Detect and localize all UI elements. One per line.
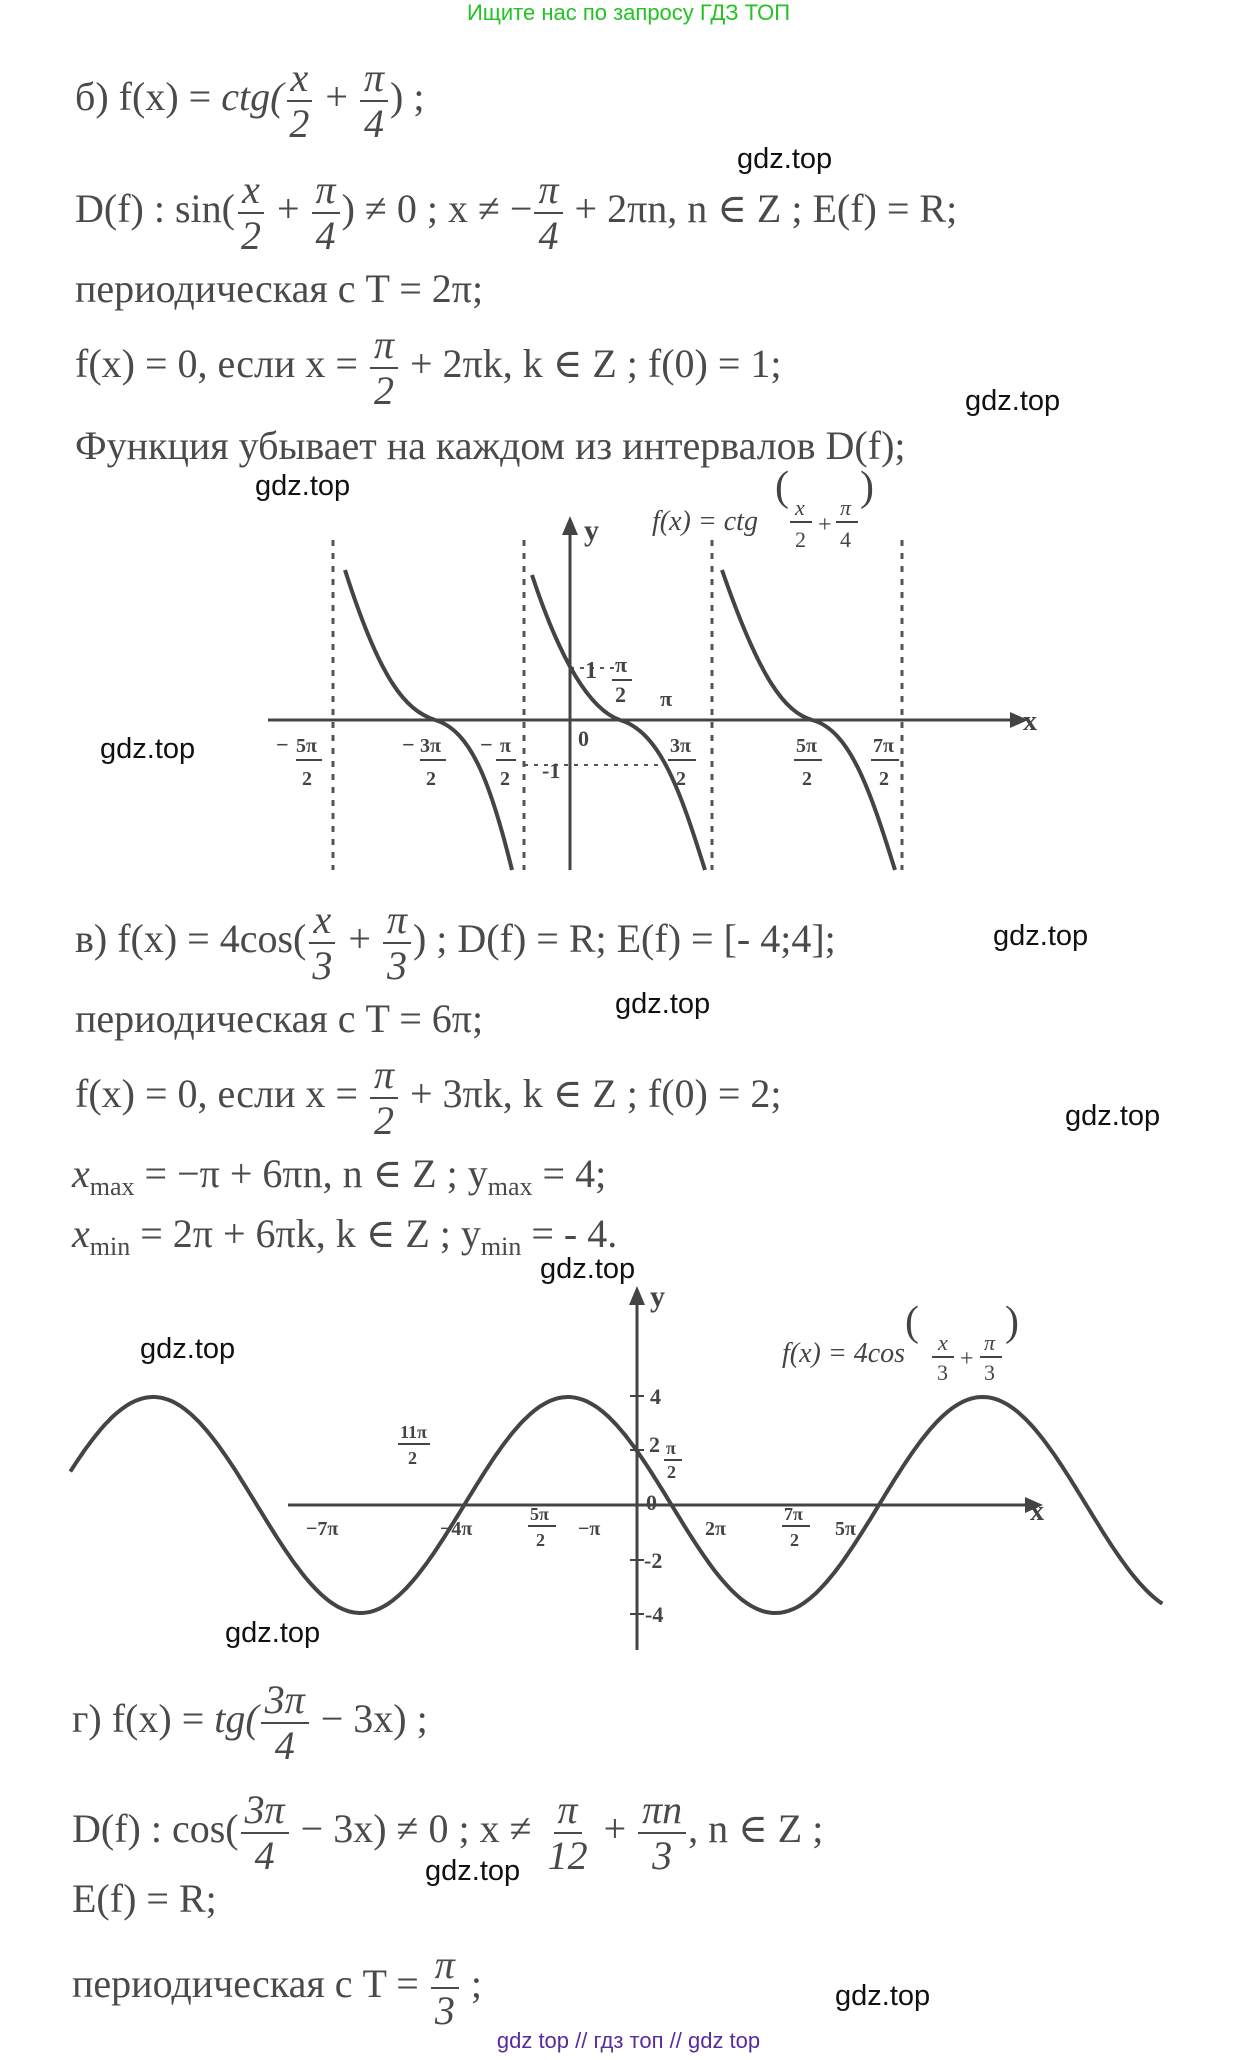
tick-den: 2 <box>879 768 889 790</box>
y-axis-arrow <box>629 1286 645 1305</box>
label-11pi-den: 2 <box>408 1448 417 1468</box>
b-f-fn: ctg( <box>221 74 284 120</box>
den: 4 <box>254 1833 275 1878</box>
label-1: 1 <box>585 658 597 684</box>
g-period-frac <box>431 1942 459 2033</box>
formula-den2: 3 <box>984 1360 995 1385</box>
watermark: gdz.top <box>425 1855 521 1887</box>
den: 4 <box>538 213 559 258</box>
b-zeros-suffix: + 2πk, k ∈ Z ; f(0) = 1; <box>400 341 782 387</box>
tick-neg-5pi2 <box>276 732 322 790</box>
b-zeros-prefix: f(x) = 0, если x = <box>75 341 368 387</box>
num: π <box>383 900 411 944</box>
den: 4 <box>315 213 336 258</box>
label-pi: π <box>660 686 673 711</box>
formula-den1: 2 <box>795 527 806 552</box>
num: π <box>431 1945 459 1989</box>
g-f-prefix: г) f(x) = <box>72 1696 215 1742</box>
label-0: 0 <box>646 1490 657 1515</box>
formula-plus: + <box>960 1346 974 1372</box>
v-f-suffix: ) ; D(f) = R; E(f) = [- 4;4]; <box>412 916 836 962</box>
num: x <box>287 58 313 102</box>
v-xmax-line <box>72 1150 606 1202</box>
b-monotonic: Функция убывает на каждом из интервалов D(f); <box>75 423 906 468</box>
b-domain-prefix: D(f) : sin( <box>75 186 235 232</box>
g-domain-frac1 <box>241 1787 289 1878</box>
axis-y-label: y <box>584 514 599 547</box>
label-2: 2 <box>649 1432 660 1457</box>
tick-num: 3π <box>670 735 691 757</box>
cot-branch <box>532 575 705 870</box>
top-banner[interactable]: Ищите нас по запросу ГДЗ ТОП <box>466 0 791 25</box>
g-f-frac <box>261 1677 309 1768</box>
label-pi2-num: π <box>666 1438 676 1458</box>
formula-lhs: f(x) = ctg <box>652 506 758 537</box>
g-f-suffix: − 3x) ; <box>310 1696 428 1742</box>
watermark: gdz.top <box>993 920 1089 952</box>
den: 2 <box>289 101 310 146</box>
tick-neg-3pi2 <box>402 732 446 790</box>
axis-x-label: x <box>1023 706 1037 737</box>
label-7pi2-num: 7π <box>784 1504 803 1524</box>
formula-num2: π <box>984 1330 996 1355</box>
g-f-fn: tg( <box>214 1696 259 1742</box>
g-domain-prefix: D(f) : cos( <box>72 1806 239 1852</box>
num: π <box>360 58 388 102</box>
tick-num: 7π <box>873 735 894 757</box>
den: 3 <box>312 943 333 988</box>
label-minus1: -1 <box>542 758 561 783</box>
den: 4 <box>363 101 384 146</box>
g-function-line <box>72 1677 428 1768</box>
v-xmin-line <box>72 1210 617 1262</box>
axis-y-label: y <box>650 1280 665 1313</box>
y-axis-arrow <box>562 516 578 535</box>
label-m2: -2 <box>644 1548 663 1573</box>
b-period: периодическая с T = 2π; <box>75 266 484 311</box>
label-mpi: −π <box>578 1518 601 1540</box>
g-domain-frac3 <box>638 1787 686 1878</box>
num: π <box>370 325 398 369</box>
tick-den: 2 <box>302 768 312 790</box>
watermark: gdz.top <box>225 1617 321 1649</box>
tick-7pi2 <box>871 735 899 790</box>
tick-sign: − <box>402 732 415 757</box>
paren-right: ) <box>1005 1299 1019 1345</box>
den: 3 <box>386 943 407 988</box>
xmin-x: x <box>72 1211 90 1256</box>
label-5pi: 5π <box>835 1518 856 1540</box>
watermark: gdz.top <box>540 1253 636 1285</box>
g-period-prefix: периодическая с T = <box>72 1961 429 2007</box>
cos-graph <box>0 1280 1257 1660</box>
tick-num: 5π <box>796 735 817 757</box>
ymax-sub: max <box>487 1172 533 1201</box>
v-f-prefix: в) f(x) = 4cos( <box>75 916 307 962</box>
b-domain-suffix: + 2πn, n ∈ Z ; E(f) = R; <box>564 186 958 232</box>
label-2pi: 2π <box>705 1518 726 1540</box>
xmax-sub: max <box>89 1172 135 1201</box>
num: πn <box>638 1790 686 1834</box>
tick-den: 2 <box>676 768 686 790</box>
label-0: 0 <box>578 726 589 751</box>
watermark: gdz.top <box>835 1980 931 2012</box>
xmax-end: = 4; <box>532 1151 607 1196</box>
v-f-plus: + <box>338 916 381 962</box>
num: π <box>312 170 340 214</box>
xmin-sub: min <box>89 1232 131 1261</box>
g-domain-plus: + <box>593 1806 637 1852</box>
tick-den: 2 <box>500 768 510 790</box>
xmax-x: x <box>72 1151 90 1196</box>
num: x <box>238 170 264 214</box>
label-5pi2-num: 5π <box>530 1504 549 1524</box>
num: π <box>370 1055 398 1099</box>
label-pi2-den: 2 <box>667 1462 676 1482</box>
axis-x-label: x <box>1030 1496 1044 1527</box>
tick-den: 2 <box>426 768 436 790</box>
b-f-prefix: б) f(x) = <box>75 74 222 120</box>
v-period: периодическая с T = 6π; <box>75 996 484 1041</box>
formula-num1: x <box>795 495 805 520</box>
b-domain-plus: + <box>266 186 310 232</box>
label-pi2-den: 2 <box>615 682 626 707</box>
v-zeros-frac <box>370 1052 398 1143</box>
watermark: gdz.top <box>737 143 833 175</box>
watermark: gdz.top <box>615 988 711 1020</box>
formula-den2: 4 <box>840 527 851 552</box>
xmax-mid: = −π + 6πn, n ∈ Z ; y <box>134 1151 488 1196</box>
paren-left: ( <box>775 464 789 510</box>
den: 4 <box>274 1723 295 1768</box>
label-m4: -4 <box>645 1602 664 1627</box>
v-f-frac1 <box>308 897 336 988</box>
g-range: E(f) = R; <box>72 1876 217 1921</box>
b-f-suffix: ) ; <box>390 74 425 120</box>
tick-sign: − <box>276 732 289 757</box>
label-pi2-num: π <box>615 652 628 677</box>
watermark: gdz.top <box>140 1333 236 1365</box>
xmin-end: = - 4. <box>521 1211 618 1256</box>
den: 3 <box>434 1988 455 2033</box>
v-f-frac2 <box>383 897 411 988</box>
watermark: gdz.top <box>1065 1100 1161 1132</box>
v-zeros-line <box>75 1052 782 1143</box>
num: 3π <box>241 1790 289 1834</box>
cos-formula <box>782 1299 1019 1385</box>
den: 2 <box>373 1098 394 1143</box>
formula-num1: x <box>938 1330 948 1355</box>
g-period-suffix: ; <box>460 1961 482 2007</box>
bottom-banner[interactable]: gdz top // гдз топ // gdz top <box>496 2028 761 2053</box>
tick-den: 2 <box>802 768 812 790</box>
label-11pi-num: 11π <box>400 1422 427 1442</box>
g-domain-mid: − 3x) ≠ 0 ; x ≠ <box>290 1806 542 1852</box>
label-5pi2-den: 2 <box>536 1530 545 1550</box>
tick-5pi2 <box>794 735 822 790</box>
watermark: gdz.top <box>255 470 351 502</box>
b-f-plus: + <box>315 74 358 120</box>
cot-formula <box>652 464 874 552</box>
label-7pi2-den: 2 <box>790 1530 799 1550</box>
ymin-sub: min <box>480 1232 522 1261</box>
label-m7pi: −7π <box>306 1518 339 1540</box>
b-domain-mid: ) ≠ 0 ; x ≠ − <box>341 186 533 232</box>
tick-num: π <box>500 735 511 757</box>
g-domain-suffix: , n ∈ Z ; <box>688 1806 824 1852</box>
g-domain-frac2 <box>544 1787 592 1878</box>
num: π <box>554 1790 582 1834</box>
paren-right: ) <box>860 464 874 510</box>
formula-den1: 3 <box>937 1360 948 1385</box>
watermark: gdz.top <box>100 733 196 765</box>
cot-graph <box>0 0 1257 900</box>
label-4: 4 <box>650 1384 661 1409</box>
num: 3π <box>261 1680 309 1724</box>
label-m4pi: −4π <box>440 1518 473 1540</box>
watermark: gdz.top <box>965 385 1061 417</box>
formula-lhs: f(x) = 4cos <box>782 1338 906 1369</box>
den: 3 <box>652 1833 673 1878</box>
xmin-mid: = 2π + 6πk, k ∈ Z ; y <box>130 1211 481 1256</box>
v-zeros-suffix: + 3πk, k ∈ Z ; f(0) = 2; <box>400 1071 782 1117</box>
g-period-line <box>72 1942 482 2033</box>
tick-num: 3π <box>420 735 441 757</box>
formula-num2: π <box>840 495 852 520</box>
den: 12 <box>547 1833 588 1878</box>
den: 2 <box>373 368 394 413</box>
tick-num: 5π <box>296 735 317 757</box>
paren-left: ( <box>905 1299 919 1345</box>
den: 2 <box>240 213 261 258</box>
tick-sign: − <box>480 732 493 757</box>
v-function-line <box>75 897 836 988</box>
num: π <box>534 170 562 214</box>
num: x <box>309 900 335 944</box>
formula-plus: + <box>818 512 832 538</box>
v-zeros-prefix: f(x) = 0, если x = <box>75 1071 368 1117</box>
